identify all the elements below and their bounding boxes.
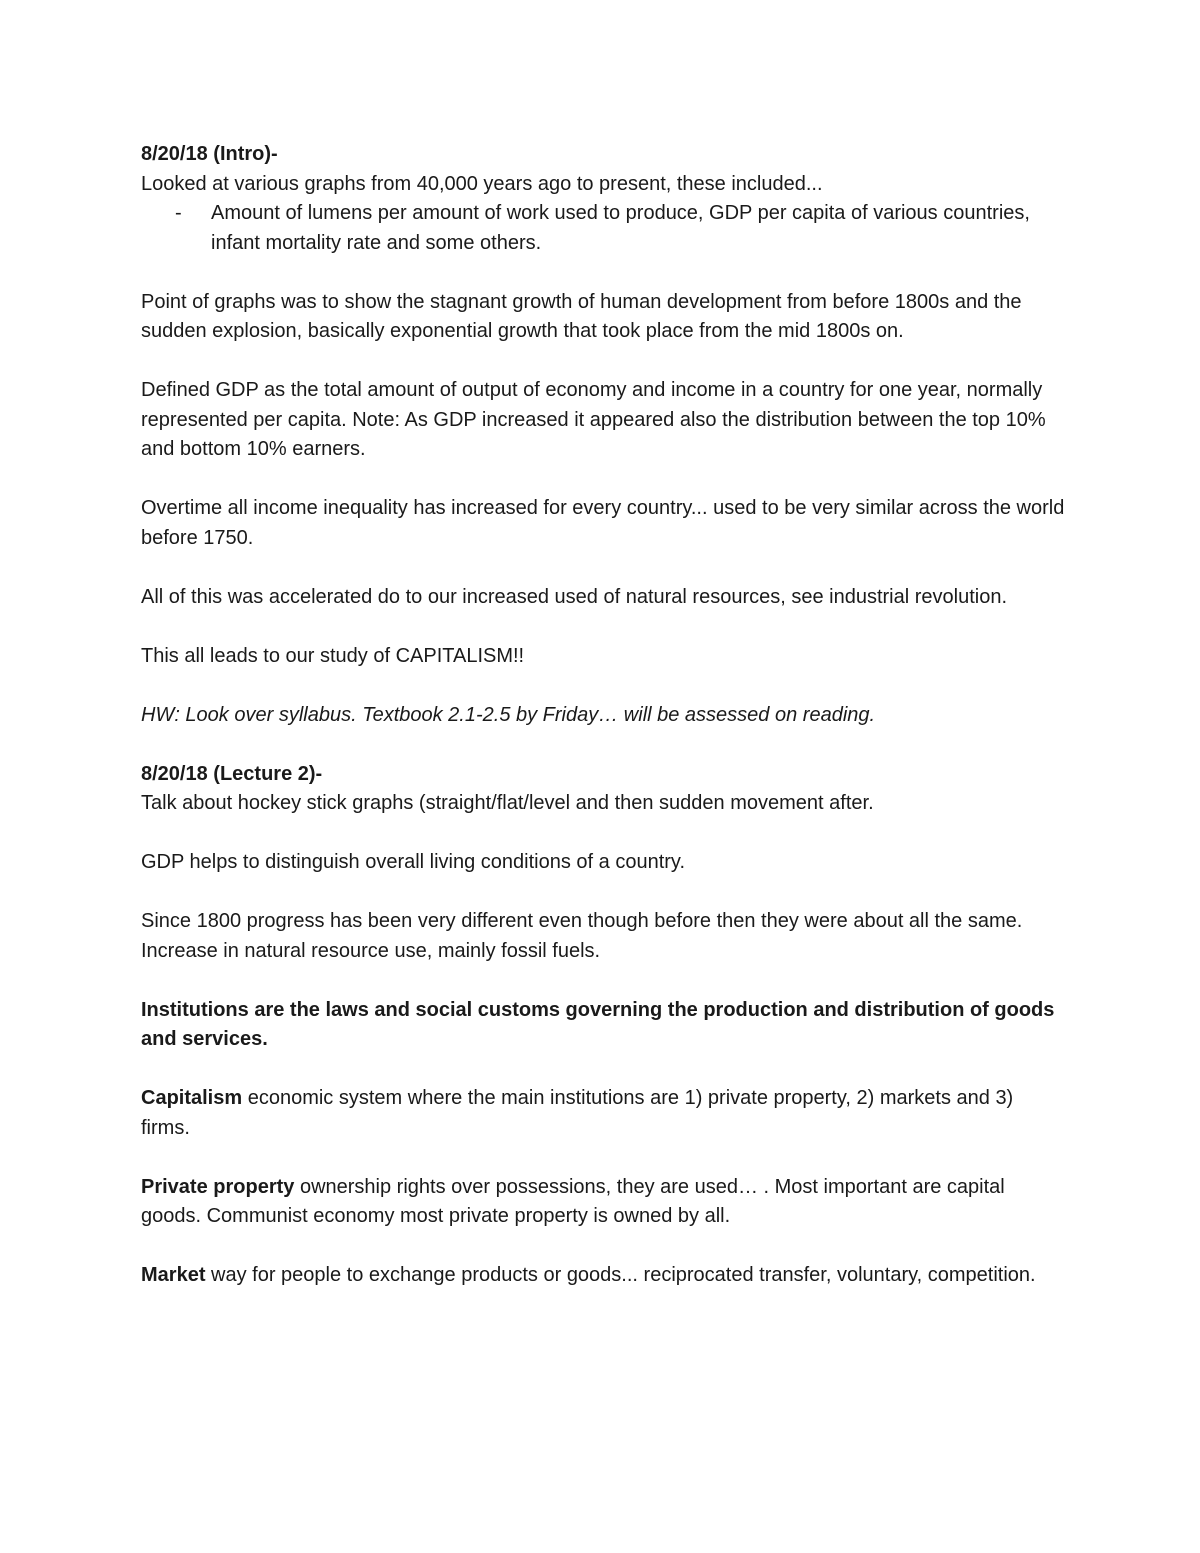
spacer [141,465,1066,495]
inequality-paragraph: Overtime all income inequality has increased for every country... used to be very similar across the world before 1750. [141,497,1065,549]
spacer [141,553,1066,583]
spacer [141,730,1066,760]
intro-paragraph: Looked at various graphs from 40,000 years ago to present, these included... [141,172,823,195]
market-definition [141,1261,1066,1291]
progress-since-1800-paragraph: Since 1800 progress has been very different even though before then they were about all the same. Increase in natural resource use, mainly fossil fuels. [141,910,1023,962]
gdp-definition-paragraph: Defined GDP as the total amount of output of economy and income in a country for one year, normally represented per capita. Note: As GDP increased it appeared also the distribution between the top 10% and bottom 10% earners. [141,379,1046,460]
spacer [141,1143,1066,1173]
bullet-dash: - [175,202,182,224]
bullet-text: Amount of lumens per amount of work used to produce, GDP per capita of various countries, infant mortality rate and some others. [211,202,1030,254]
capitalism-term: Capitalism [141,1087,243,1109]
gdp-living-conditions-paragraph: GDP helps to distinguish overall living conditions of a country. [141,851,685,873]
spacer [141,258,1066,288]
natural-resources-paragraph: All of this was accelerated do to our increased used of natural resources, see industrial revolution. [141,585,1008,608]
market-text: way for people to exchange products or goods... reciprocated transfer, voluntary, competition. [205,1264,1036,1286]
private-property-definition [141,1173,1066,1232]
capitalism-text: economic system where the main institutions are 1) private property, 2) markets and 3) firms. [141,1087,1014,1139]
private-property-term: Private property [141,1175,295,1198]
capitalism-definition [141,1084,1066,1143]
homework-note: HW: Look over syllabus. Textbook 2.1-2.5 by Friday… will be assessed on reading. [141,703,876,726]
spacer [141,1055,1066,1085]
private-property-text: ownership rights over possessions, they are used… . Most important are capital goods. Communist economy most private property is owned by all. [141,1175,1005,1227]
spacer [141,819,1066,849]
document-page [141,140,1066,1291]
hockey-stick-paragraph: Talk about hockey stick graphs (straight/flat/level and then sudden movement after. [141,792,874,814]
graphs-point-paragraph: Point of graphs was to show the stagnant growth of human development from before 1800s and the sudden explosion, basically exponential growth that took place from the mid 1800s on. [141,290,1022,342]
spacer [141,347,1066,377]
spacer [141,612,1066,642]
section-heading-intro: 8/20/18 (Intro)- [141,143,278,165]
capitalism-lead-paragraph: This all leads to our study of CAPITALISM!! [141,644,525,667]
bullet-item [141,199,1066,258]
spacer [141,878,1066,908]
institutions-definition: Institutions are the laws and social customs governing the production and distribution of goods and services. [141,998,1055,1050]
section-heading-lecture-2: 8/20/18 (Lecture 2)- [141,762,323,785]
spacer [141,1232,1066,1262]
spacer [141,671,1066,701]
spacer [141,966,1066,996]
market-term: Market [141,1264,206,1286]
